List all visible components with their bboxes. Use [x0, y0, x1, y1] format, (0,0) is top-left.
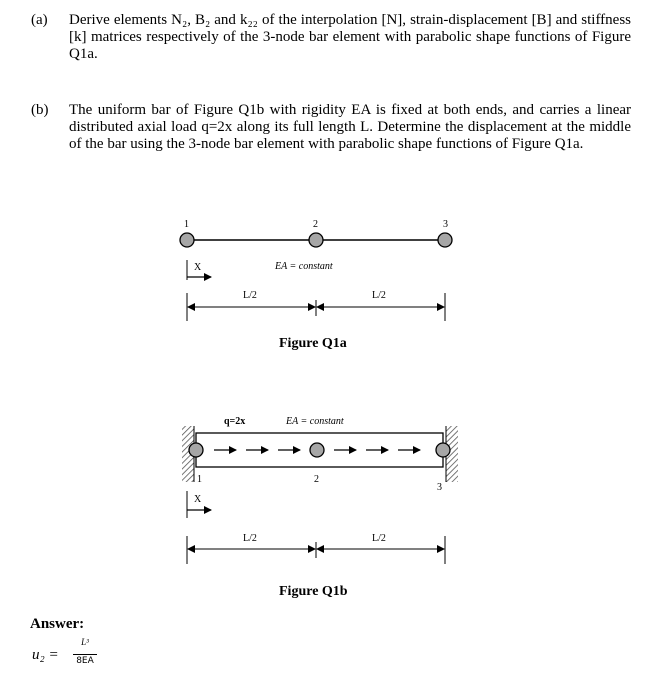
dim-label-left: L/2: [243, 533, 257, 544]
dim-label-left: L/2: [243, 290, 257, 301]
dim-label-right: L/2: [372, 533, 386, 544]
question-a-text: Derive elements N₂, B₂ and k₂₂ of the interpolation [N], strain-displacement [B] and stiffness [k] matrices respectively of the 3-node bar element with parabolic shape functions of Figure Q1a.: [69, 12, 631, 62]
rigidity-label: EA = constant: [286, 416, 344, 427]
node-label-3: 3: [443, 219, 448, 230]
fraction-bar: [73, 654, 97, 655]
node-3: [438, 233, 452, 247]
node-label-1: 1: [197, 474, 202, 485]
answer-equation: [30, 637, 110, 673]
load-label: q=2x: [224, 416, 246, 427]
x-axis-label: X: [194, 494, 202, 505]
node-2: [309, 233, 323, 247]
rigidity-label: EA = constant: [275, 261, 333, 272]
node-label-1: 1: [184, 219, 189, 230]
answer-lhs: u₂ =: [32, 647, 59, 663]
node-label-2: 2: [313, 219, 318, 230]
figure-q1a: [180, 219, 452, 351]
figure-q1b: [182, 416, 458, 599]
answer-denominator: 8EA: [76, 656, 94, 666]
figure-q1b-caption: Figure Q1b: [279, 584, 348, 599]
dim-label-right: L/2: [372, 290, 386, 301]
node-1: [189, 443, 203, 457]
question-b-text: The uniform bar of Figure Q1b with rigidity EA is fixed at both ends, and carries a linear distributed axial load q=2x along its full length L. Determine the displacement at the middle of the bar using the 3-node bar element with parabolic shape functions of Figure Q1a.: [69, 102, 631, 152]
question-b-label: (b): [31, 102, 49, 118]
node-1: [180, 233, 194, 247]
answer-label: Answer:: [30, 616, 85, 632]
node-2: [310, 443, 324, 457]
question-a-label: (a): [31, 12, 48, 28]
x-axis-label: X: [194, 262, 202, 273]
node-3: [436, 443, 450, 457]
figure-q1a-caption: Figure Q1a: [279, 336, 347, 351]
answer-numerator: L³: [81, 637, 89, 647]
node-label-3: 3: [437, 482, 442, 493]
node-label-2: 2: [314, 474, 319, 485]
